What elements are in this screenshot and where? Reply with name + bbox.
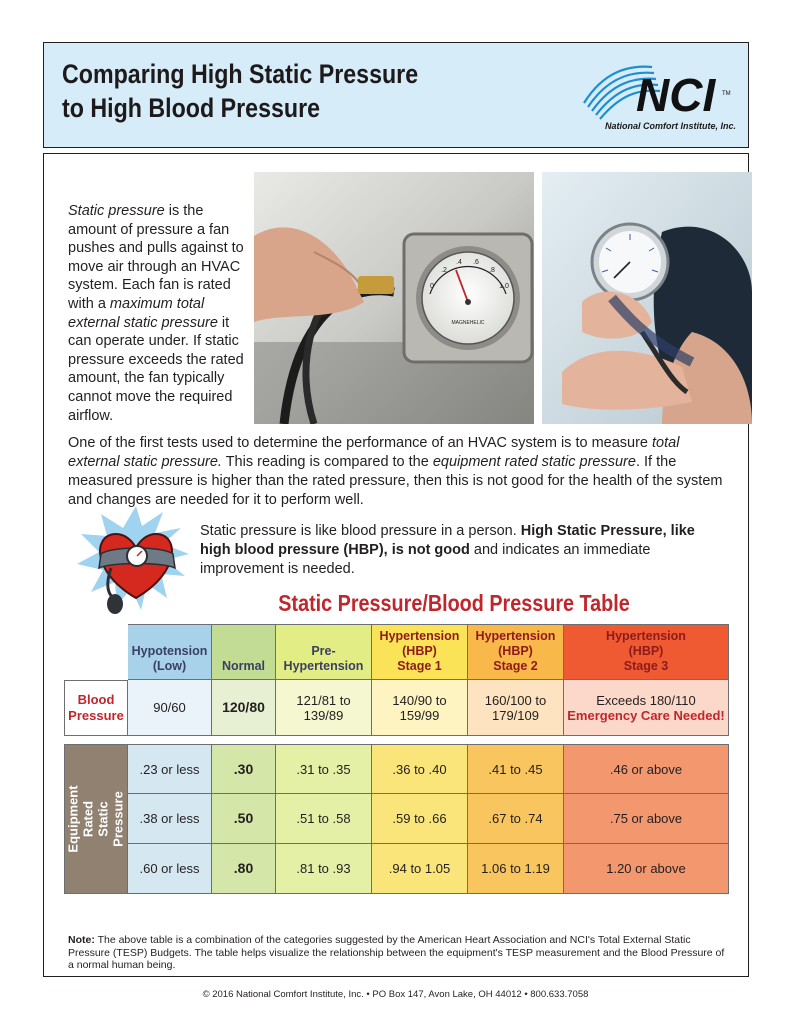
sp-row1-hypotension: .23 or less: [128, 744, 212, 794]
sp-row3-stage3: 1.20 or above: [564, 844, 729, 894]
sp-row2-pre: .51 to .58: [276, 794, 372, 844]
heart-blood-pressure-icon: [71, 506, 201, 616]
sp-row2-stage3: .75 or above: [564, 794, 729, 844]
sp-row3-pre: .81 to .93: [276, 844, 372, 894]
blood-pressure-photo: [542, 172, 752, 424]
para-part-1: One of the first tests used to determine the performance of an HVAC system is to measure: [68, 435, 653, 451]
title-line-2: to High Blood Pressure: [62, 93, 321, 123]
bp-stage-3: Exceeds 180/110 Emergency Care Needed!: [564, 680, 729, 736]
analogy-text: [200, 522, 720, 579]
content-panel: [43, 153, 749, 977]
sp-row3-hypotension: .60 or less: [128, 844, 212, 894]
sp-row2-stage1: .59 to .66: [372, 794, 468, 844]
main-paragraph: [68, 434, 728, 510]
gauge-tick-0: 0: [430, 283, 434, 290]
page-title: [62, 57, 475, 125]
analogy-part-1: Static pressure is like blood pressure in a person.: [200, 523, 521, 539]
nci-logo: [574, 57, 736, 137]
static-pressure-label: Equipment Rated Static Pressure: [64, 744, 128, 894]
header-normal: Normal: [212, 624, 276, 680]
sp-row1-stage3: .46 or above: [564, 744, 729, 794]
intro-text: [68, 202, 253, 425]
blood-pressure-label: Blood Pressure: [64, 680, 128, 736]
table-title: Static Pressure/Blood Pressure Table: [278, 590, 630, 616]
gauge-tick-5: 1.0: [499, 283, 509, 290]
sp-row1-stage1: .36 to .40: [372, 744, 468, 794]
para-term-2: equipment rated static pressure: [432, 454, 636, 470]
header-stage-1: Hypertension (HBP) Stage 1: [372, 624, 468, 680]
emergency-warning: Emergency Care Needed!: [567, 707, 725, 723]
intro-term-2: maximum total external static pressure: [68, 295, 218, 331]
sp-row1-normal: .30: [212, 744, 276, 794]
nci-logo-mark: [574, 57, 736, 121]
logo-tagline: National Comfort Institute, Inc.: [604, 121, 736, 131]
analogy-part-3: and indicates an immediate improvement is needed.: [200, 542, 651, 577]
intro-part-4: it can operate under. If static pressure exceeds the rated amount, the fan typically cannot move the required airflow.: [68, 314, 244, 424]
header-stage-3: Hypertension (HBP) Stage 3: [564, 624, 729, 680]
title-line-1: Comparing High Static Pressure: [62, 59, 419, 89]
intro-part-2: is the amount of pressure a fan pushes and pulls against to move air through an HVAC system. Each fan is rated with a: [68, 203, 244, 312]
sp-row2-hypotension: .38 or less: [128, 794, 212, 844]
sp-row3-normal: .80: [212, 844, 276, 894]
header-pre-hypertension: Pre- Hypertension: [276, 624, 372, 680]
bp-pre-hypertension: 121/81 to 139/89: [276, 680, 372, 736]
table-note: [68, 934, 728, 972]
gauge-tick-3: .6: [473, 259, 479, 266]
bp-hypotension: 90/60: [128, 680, 212, 736]
logo-letters: NCI: [636, 69, 716, 121]
sp-row2-stage2: .67 to .74: [468, 794, 564, 844]
sp-row3-stage2: 1.06 to 1.19: [468, 844, 564, 894]
intro-term: Static pressure: [68, 203, 165, 219]
sp-row2-normal: .50: [212, 794, 276, 844]
sp-row1-stage2: .41 to .45: [468, 744, 564, 794]
pressure-table: [64, 624, 729, 894]
note-label: Note:: [68, 934, 95, 946]
note-text: The above table is a combination of the categories suggested by the American Heart Association and NCI's Total External Static Pressure (TESP) Budgets. The table helps visualize the relationship between the equipment's TESP measurement and the Blood Pressure of a normal human being.: [68, 934, 725, 971]
pressure-gauge-photo: [254, 172, 534, 424]
sp-row1-pre: .31 to .35: [276, 744, 372, 794]
header-hypotension: Hypotension (Low): [128, 624, 212, 680]
gauge-tick-1: .2: [441, 267, 447, 274]
gauge-brand: MAGNEHELIC: [451, 320, 485, 326]
footer: © 2016 National Comfort Institute, Inc. • PO Box 147, Avon Lake, OH 44012 • 800.633.7058: [202, 989, 589, 1000]
header-banner: [43, 42, 749, 148]
gauge-tick-2: .4: [456, 259, 462, 266]
para-part-5: . If the measured pressure is higher than the rated pressure, then this is not good for the health of the system and changes are needed for it to perform well.: [68, 454, 723, 508]
bp-stage-1: 140/90 to 159/99: [372, 680, 468, 736]
bp-stage-2: 160/100 to 179/109: [468, 680, 564, 736]
sp-row3-stage1: .94 to 1.05: [372, 844, 468, 894]
header-stage-2: Hypertension (HBP) Stage 2: [468, 624, 564, 680]
analogy-emphasis: High Static Pressure, like high blood pressure (HBP), is not good: [200, 523, 695, 558]
para-part-3: This reading is compared to the: [221, 454, 433, 470]
gauge-tick-4: .8: [489, 267, 495, 274]
para-term-1: total external static pressure.: [68, 435, 680, 470]
bp-normal: 120/80: [212, 680, 276, 736]
svg-text:TM: TM: [722, 91, 731, 97]
